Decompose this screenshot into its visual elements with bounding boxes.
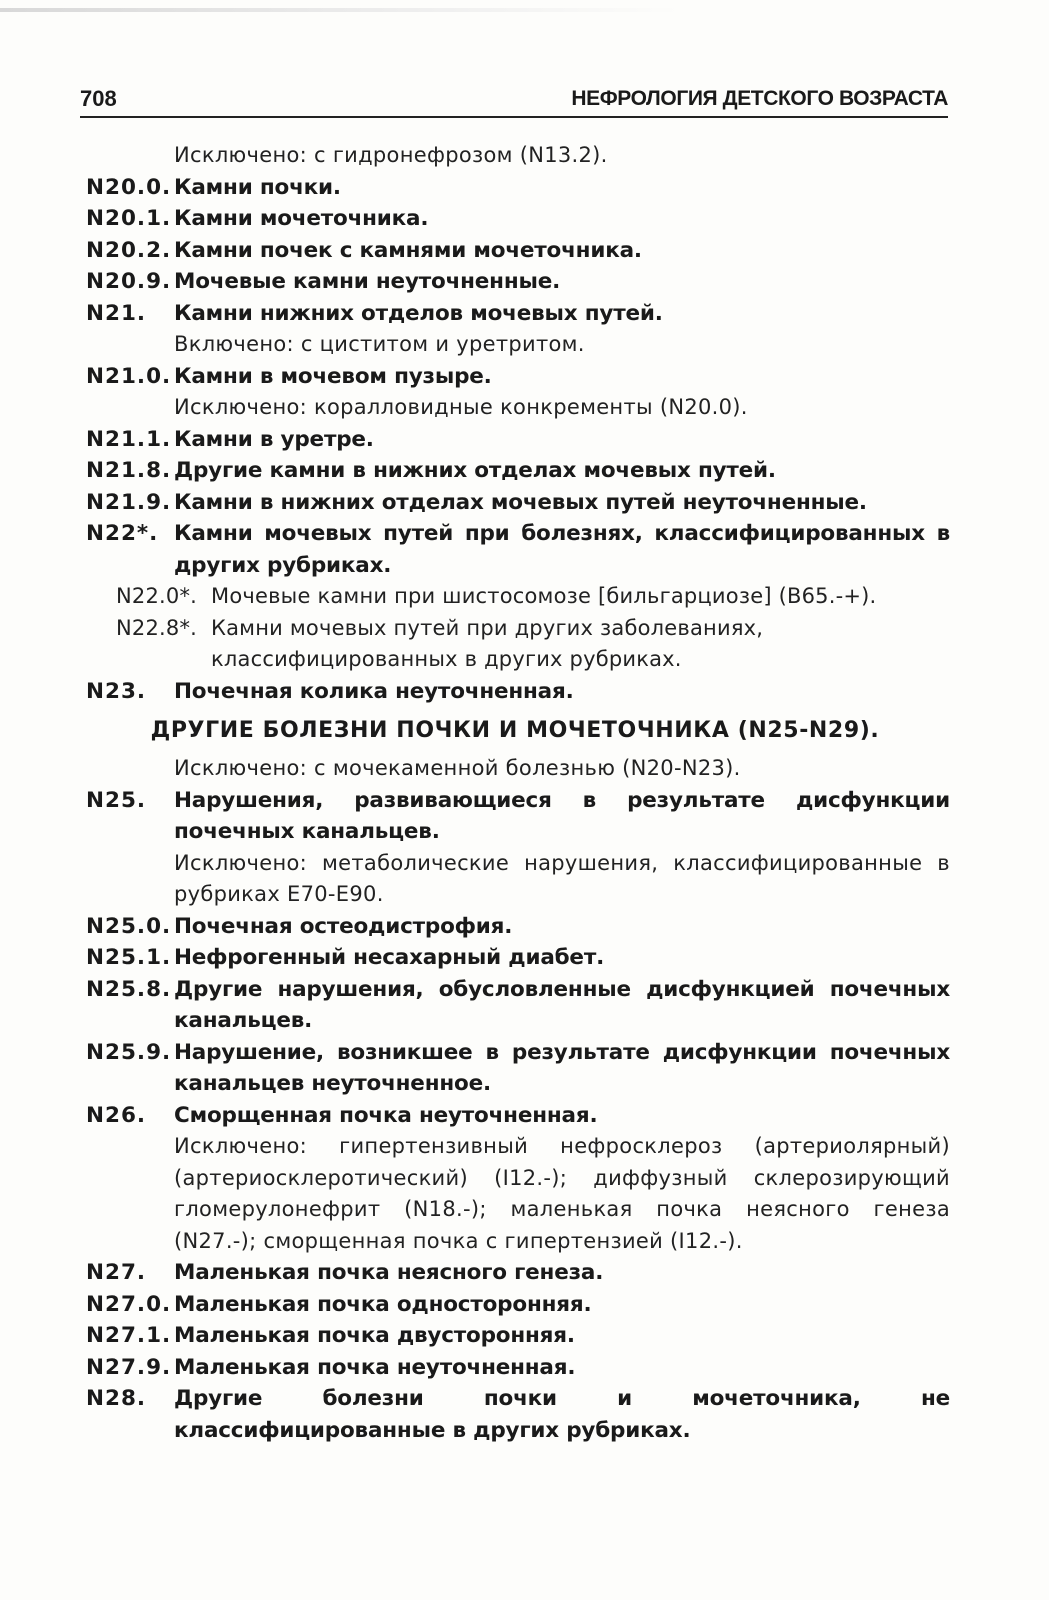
classification-entry — [0, 1100, 1049, 1132]
classification-entry — [0, 455, 1049, 487]
entry-code: N20.9. — [86, 269, 172, 294]
entry-title: Камни почек с камнями мочеточника. — [174, 237, 642, 263]
entry-code: N27.1. — [86, 1323, 172, 1348]
sub-entry-code: N22.0*. — [116, 584, 198, 608]
entry-code: N25.1. — [86, 945, 172, 970]
page-number: 708 — [80, 86, 117, 111]
entry-title: Другие нарушения, обусловленные дисфункцией почечных канальцев. — [174, 976, 950, 1033]
entry-title: Камни мочеточника. — [174, 206, 429, 231]
page-header — [80, 86, 948, 118]
entry-code: N27.0. — [86, 1291, 172, 1317]
sub-entry-text: Камни мочевых путей при других заболеваниях, классифицированных в других рубриках. — [211, 615, 764, 671]
page-content — [0, 140, 1049, 1446]
entry-code: N25.9. — [86, 1039, 172, 1065]
entry-title: Камни нижних отделов мочевых путей. — [174, 300, 663, 326]
inclusion-exclusion-note: Исключено: коралловидные конкременты (N20.0). — [174, 395, 748, 419]
entry-title: Маленькая почка неясного генеза. — [174, 1260, 604, 1285]
classification-entry — [0, 424, 1049, 456]
classification-entry — [0, 1383, 1049, 1446]
section-heading: ДРУГИЕ БОЛЕЗНИ ПОЧКИ И МОЧЕТОЧНИКА (N25-N29). — [150, 718, 880, 743]
classification-entry — [0, 974, 1049, 1037]
entry-code: N25. — [86, 787, 147, 813]
classification-entry — [0, 785, 1049, 848]
entry-title: Нарушение, возникшее в результате дисфункции почечных канальцев неуточненное. — [174, 1039, 950, 1096]
classification-entry — [0, 298, 1049, 330]
entry-code: N21.8. — [86, 458, 172, 483]
entry-title: Маленькая почка неуточненная. — [174, 1354, 576, 1380]
entry-title: Камни в мочевом пузыре. — [174, 363, 492, 389]
entry-title: Камни почки. — [174, 174, 341, 200]
inclusion-exclusion-note: Исключено: с мочекаменной болезнью (N20-N23). — [174, 756, 741, 780]
sub-entry-code: N22.8*. — [116, 615, 198, 640]
entry-code: N20.2. — [86, 237, 172, 263]
entry-code: N25.8. — [86, 976, 172, 1002]
entry-title: Маленькая почка двусторонняя. — [174, 1323, 575, 1348]
classification-entry — [0, 1037, 1049, 1100]
inclusion-exclusion-note: Исключено: гипертензивный нефросклероз (артериолярный) (артериосклеротический) (I12.-); диффузный склерозирующий гломерулонефрит (N18.-); маленькая почка неясного генеза (N27.-); сморщенная почка с гипертензией (I12.-). — [174, 1134, 950, 1253]
entry-title: Нарушения, развивающиеся в результате дисфункции почечных канальцев. — [174, 787, 950, 844]
entry-title: Мочевые камни неуточненные. — [174, 269, 561, 294]
entry-title: Маленькая почка односторонняя. — [174, 1291, 592, 1317]
inclusion-exclusion-note: Исключено: метаболические нарушения, классифицированные в рубриках E70-E90. — [174, 850, 950, 906]
entry-code: N25.0. — [86, 913, 172, 939]
entry-code: N21.1. — [86, 426, 172, 452]
classification-entry — [0, 235, 1049, 267]
inclusion-exclusion-note: Включено: с циститом и уретритом. — [174, 332, 585, 356]
entry-code: N21.9. — [86, 489, 172, 515]
entry-code: N28. — [86, 1386, 147, 1411]
classification-entry — [0, 911, 1049, 943]
classification-entry — [0, 266, 1049, 298]
classification-entry — [0, 1320, 1049, 1352]
sub-entry — [0, 613, 1049, 676]
entry-code: N27.9. — [86, 1354, 172, 1380]
entry-code: N22*. — [86, 521, 159, 546]
entry-code: N20.0. — [86, 174, 172, 200]
entry-code: N20.1. — [86, 206, 172, 231]
sub-entry — [0, 581, 1049, 613]
classification-entry — [0, 487, 1049, 519]
classification-entry — [0, 1257, 1049, 1289]
running-title: НЕФРОЛОГИЯ ДЕТСКОГО ВОЗРАСТА — [571, 87, 948, 110]
entry-code: N26. — [86, 1102, 147, 1128]
classification-entry — [0, 203, 1049, 235]
classification-entry — [0, 361, 1049, 393]
classification-entry — [0, 676, 1049, 708]
classification-entry — [0, 172, 1049, 204]
entry-title: Камни мочевых путей при болезнях, классифицированных в других рубриках. — [174, 521, 950, 578]
entry-title: Нефрогенный несахарный диабет. — [174, 945, 605, 970]
scan-edge-artifact — [0, 8, 680, 12]
entry-code: N21.0. — [86, 363, 172, 389]
entry-title: Почечная остеодистрофия. — [174, 913, 513, 939]
entry-code: N21. — [86, 300, 147, 326]
classification-entry — [0, 942, 1049, 974]
classification-entry — [0, 1289, 1049, 1321]
entry-code: N23. — [86, 678, 147, 704]
entry-title: Другие камни в нижних отделах мочевых путей. — [174, 458, 776, 483]
sub-entry-text: Мочевые камни при шистосомозе [бильгарциозе] (B65.-+). — [211, 584, 877, 608]
inclusion-exclusion-note: Исключено: с гидронефрозом (N13.2). — [174, 143, 608, 167]
entry-title: Сморщенная почка неуточненная. — [174, 1102, 598, 1128]
classification-entry — [0, 518, 1049, 581]
entry-code: N27. — [86, 1260, 147, 1285]
classification-entry — [0, 1352, 1049, 1384]
entry-title: Другие болезни почки и мочеточника, не классифицированные в других рубриках. — [174, 1386, 950, 1443]
entry-title: Камни в нижних отделах мочевых путей неуточненные. — [174, 489, 867, 515]
entry-title: Почечная колика неуточненная. — [174, 678, 574, 704]
entry-title: Камни в уретре. — [174, 426, 374, 452]
